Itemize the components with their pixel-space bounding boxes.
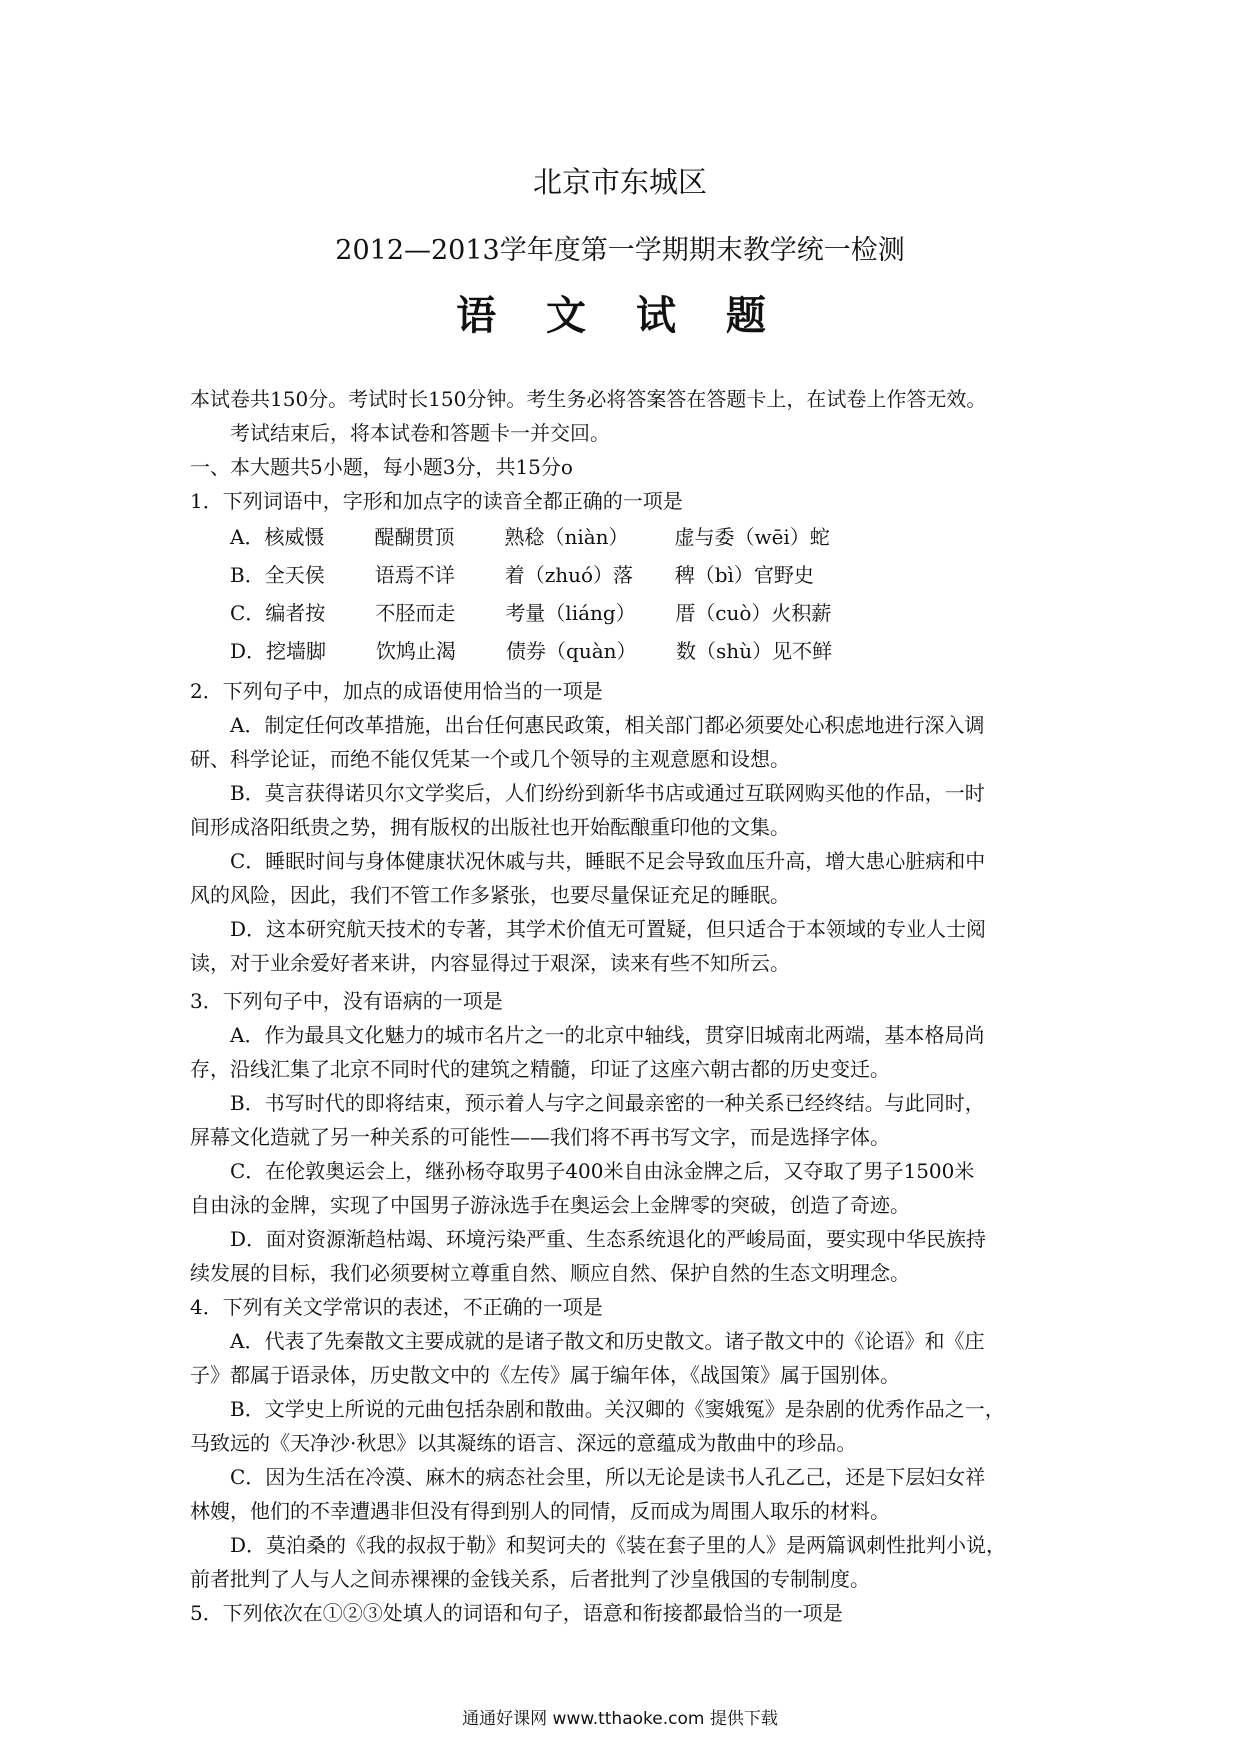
question-2-option-b-line-2: 间形成洛阳纸贵之势，拥有版权的出版社也开始酝酿重印他的文集。	[190, 815, 790, 839]
option-word-4: 虚与委（wēi）蛇	[674, 525, 830, 549]
question-4-option-a-line-2: 子》都属于语录体，历史散文中的《左传》属于编年体，《战国策》属于国别体。	[190, 1363, 900, 1387]
footer-credit: 通通好课网 www.tthaoke.com 提供下载	[462, 1709, 778, 1729]
option-word-1: 核威慑	[264, 525, 325, 549]
option-letter: C．	[230, 601, 266, 625]
question-5-stem: 5．下列依次在①②③处填人的词语和句子，语意和衔接都最恰当的一项是	[190, 1601, 843, 1625]
question-2-option-a-line-1: A．制定任何改革措施，出台任何惠民政策，相关部门都必须要处心积虑地进行深入调	[230, 713, 985, 737]
option-word-4: 稗（bì）官野史	[674, 563, 814, 587]
region-title: 北京市东城区	[532, 165, 707, 199]
option-word-2: 饮鸠止渴	[376, 639, 457, 663]
option-word-3: 债券（quàn）	[506, 639, 637, 663]
option-word-1: 编者按	[265, 601, 326, 625]
option-letter: B．	[230, 563, 265, 587]
question-3-stem: 3．下列句子中，没有语病的一项是	[190, 989, 503, 1013]
question-3-option-b-line-2: 屏幕文化造就了另一种关系的可能性——我们将不再书写文字，而是选择字体。	[190, 1125, 890, 1149]
question-2-option-d-line-1: D．这本研究航天技术的专著，其学术价值无可置疑，但只适合于本领域的专业人士阅	[230, 917, 987, 941]
instructions-line-2: 考试结束后，将本试卷和答题卡一并交回。	[230, 421, 610, 445]
option-word-4: 厝（cuò）火积薪	[675, 601, 832, 625]
question-2-option-c-line-2: 风的风险，因此，我们不管工作多紧张，也要尽量保证充足的睡眠。	[190, 883, 790, 907]
option-word-3: 考量（liáng）	[505, 601, 636, 625]
question-1-option-b	[190, 556, 1060, 594]
question-1-option-a	[190, 518, 1060, 556]
question-2-option-c-line-1: C．睡眠时间与身体健康状况休戚与共，睡眠不足会导致血压升高，增大患心脏病和中	[230, 849, 986, 873]
question-4-stem: 4．下列有关文学常识的表述，不正确的一项是	[190, 1295, 603, 1319]
question-4-option-d-line-1: D．莫泊桑的《我的叔叔于勒》和契诃夫的《装在套子里的人》是两篇讽刺性批判小说，	[230, 1533, 1007, 1557]
subject-title: 语 文 试 题	[456, 292, 784, 339]
question-2-option-a-line-2: 研、科学论证，而绝不能仅凭某一个或几个领导的主观意愿和设想。	[190, 747, 790, 771]
question-4-option-c-line-2: 林嫂，他们的不幸遭遇非但没有得到别人的同情，反而成为周围人取乐的材料。	[190, 1499, 890, 1523]
question-3-option-b-line-1: B．书写时代的即将结束，预示着人与字之间最亲密的一种关系已经终结。与此同时，	[230, 1091, 985, 1115]
question-3-option-c-line-2: 自由泳的金牌，实现了中国男子游泳选手在奥运会上金牌零的突破，创造了奇迹。	[190, 1193, 910, 1217]
option-word-2: 语焉不详	[374, 563, 455, 587]
option-word-1: 挖墙脚	[266, 639, 327, 663]
question-4-option-b-line-2: 马致远的《天净沙·秋思》以其凝练的语言、深远的意蕴成为散曲中的珍品。	[190, 1431, 857, 1455]
question-3-option-a-line-1: A．作为最具文化魅力的城市名片之一的北京中轴线，贯穿旧城南北两端，基本格局尚	[230, 1023, 985, 1047]
question-4-option-a-line-1: A．代表了先秦散文主要成就的是诸子散文和历史散文。诸子散文中的《论语》和《庄	[230, 1329, 985, 1353]
question-2-option-b-line-1: B．莫言获得诺贝尔文学奖后，人们纷纷到新华书店或通过互联网购买他的作品，一时	[230, 781, 985, 805]
question-3-option-d-line-2: 续发展的目标，我们必须要树立尊重自然、顺应自然、保护自然的生态文明理念。	[190, 1261, 910, 1285]
question-1-option-c	[190, 594, 1060, 632]
section-heading: 一、本大题共5小题，每小题3分，共15分o	[190, 455, 573, 479]
question-2-stem: 2．下列句子中，加点的成语使用恰当的一项是	[190, 679, 603, 703]
option-word-2: 醍醐贯顶	[374, 525, 455, 549]
exam-title: 2012—2013学年度第一学期期末教学统一检测	[335, 235, 905, 266]
option-letter: A．	[230, 525, 265, 549]
question-3-option-c-line-1: C．在伦敦奥运会上，继孙杨夺取男子400米自由泳金牌之后，又夺取了男子1500米	[230, 1159, 975, 1183]
option-word-2: 不胫而走	[375, 601, 456, 625]
option-word-3: 着（zhuó）落	[504, 563, 634, 587]
option-letter: D．	[230, 639, 267, 663]
question-4-option-d-line-2: 前者批判了人与人之间赤裸裸的金钱关系，后者批判了沙皇俄国的专制制度。	[190, 1567, 870, 1591]
question-3-option-a-line-2: 存，沿线汇集了北京不同时代的建筑之精髓，印证了这座六朝古都的历史变迁。	[190, 1057, 890, 1081]
question-4-option-c-line-1: C．因为生活在冷漠、麻木的病态社会里，所以无论是读书人孔乙己，还是下层妇女祥	[230, 1465, 986, 1489]
question-4-option-b-line-1: B．文学史上所说的元曲包括杂剧和散曲。关汉卿的《窦娥冤》是杂剧的优秀作品之一，	[230, 1397, 1005, 1421]
option-word-3: 熟稔（niàn）	[504, 525, 629, 549]
exam-body	[190, 382, 1060, 1630]
option-word-4: 数（shù）见不鲜	[676, 639, 833, 663]
option-word-1: 全天侯	[264, 563, 325, 587]
question-3-option-d-line-1: D．面对资源渐趋枯竭、环境污染严重、生态系统退化的严峻局面，要实现中华民族持	[230, 1227, 987, 1251]
question-1-option-d	[190, 632, 1060, 670]
question-2-option-d-line-2: 读，对于业余爱好者来讲，内容显得过于艰深，读来有些不知所云。	[190, 951, 790, 975]
question-1-stem: 1．下列词语中，字形和加点字的读音全都正确的一项是	[190, 489, 683, 513]
instructions-line-1: 本试卷共150分。考试时长150分钟。考生务必将答案答在答题卡上，在试卷上作答无效。	[190, 387, 987, 411]
